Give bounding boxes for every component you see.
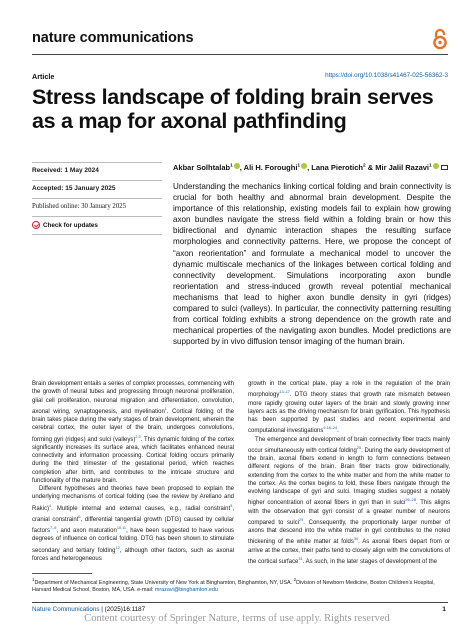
journal-name: nature communications xyxy=(32,30,194,46)
citation-link[interactable]: 29 xyxy=(299,517,304,522)
author-list: Akbar Solhtalab$^1$ , Ali H. Foroughi$^1$ , Lana Pierotich$^2$ & Mir Jalil Razavi$^1$ xyxy=(173,163,448,172)
abstract: Understanding the mechanics linking cortical folding and brain connectivity is crucial for both healthy and abnormal brain development. Despite the importance of this relationship, existing models fail to explain how growing axon bundles navigate the stress field within a folding brain or how this bidirectional and dynamic interaction shapes the resulting surface morphologies and connectivity patterns. Here, we propose the concept of “axon reorientation” and formulate a mechanical model to uncover the dynamic multiscale mechanics of the linkages between cortical folding and connectivity development. Simulations incorporating axon bundle reorientation and stress-induced growth reveal potential mechanical mechanisms that lead to higher axon bundle density in gyri (ridges) compared to sulci (valleys). In particular, the connectivity patterning resulting from cortical folding exhibits a strong dependence on the growth rate and mechanical properties of the navigating axon bundles. Model predictions are supported by in vivo diffusion tensor imaging of the human brain. xyxy=(173,182,451,347)
citation-link[interactable]: 12 xyxy=(115,545,120,550)
open-access-icon[interactable] xyxy=(432,28,448,50)
affiliations xyxy=(32,576,450,594)
body-paragraph: The emergence and development of brain connectivity fiber tracts mainly occur simultaneously with cortical folding$^{25}$. During the early development of the brain, axonal fibers extend in length to form connections between different regions of the brain. Brain fiber tracts grow bidirectionally, extending from the cortex to the white matter and from the white matter to the cortex. As the cortex begins to fold, these fibers navigate through the evolving landscape of gyri and sulci. Imaging studies suggest a notably higher concentration of axonal fibers in gyri than in sulci$^{26-28}$. This aligns with the observation that gyri consist of a greater number of neurons compared to sulci$^{29}$. Consequently, the proportionally larger number of axons that descend into the white matter in gyri contributes to the noted thickening of the white matter at folds$^{30}$. As axonal fibers depart from or arrive at the cortex, their paths tend to closely align with the convolutions of the cortical surface$^{31}$. As such, in the later stages of development of the xyxy=(248,436,450,565)
citation-link[interactable]: 30 xyxy=(353,537,359,542)
check-for-updates-button[interactable] xyxy=(32,216,162,235)
published-date: Published online: 30 January 2025 xyxy=(32,198,162,216)
check-updates-icon xyxy=(32,221,40,229)
affiliation-text: Department of Mechanical Engineering, State University of New York at Binghamton, Binghamton, NY, USA. xyxy=(34,579,294,586)
email-label: e-mail: xyxy=(137,587,155,594)
body-paragraph: growth in the cortical plate, play a role in the regulation of the brain morphology$^{13-17}$. DTG theory states that growth rate mismatch between more rapidly growing outer layers of the brain and slowly growing inner layers acts as the driving mechanism for brain gyrification. This hypothesis has been supported by past studies and recent experimental and computational investigations$^{9,18-24}$. xyxy=(248,381,450,435)
mail-icon[interactable] xyxy=(441,165,448,170)
citation-link[interactable]: 31 xyxy=(298,556,303,561)
paper-title: Stress landscape of folding brain serves as a map for axonal pathfinding xyxy=(32,85,434,133)
citation-link[interactable]: 4 xyxy=(49,503,52,508)
article-type: Article xyxy=(32,72,55,81)
courtesy-watermark: Content courtesy of Springer Nature, terms of use apply. Rights reserved xyxy=(84,613,390,624)
author-name[interactable]: Mir Jalil Razavi xyxy=(375,163,430,172)
citation-link[interactable]: 26–28 xyxy=(405,498,416,503)
body-paragraph: Brain development entails a series of complex processes, commencing with the growth of neural tubes and progressing through neuronal proliferation, glial cell proliferation, neuronal migration and differentiation, convolution, axonal wiring, synaptogenesis, and myelination$^1$. Cortical folding of the brain takes place during the early stages of brain development, wherein the cerebral cortex, the outer layer of the brain, undergoes convolutions, forming gyri (ridges) and sulci (valleys)$^{2,3}$. This dynamic folding of the cortex significantly increases its surface area, which facilitates enhanced neural connectivity and information processing. Cortical folding occurs primarily during the third trimester of the gestational period, which reaches completion after birth, and contributes to the intricate structure and functionality of the mature brain. xyxy=(32,381,234,484)
footer-volume: | (2025)16:1187 xyxy=(99,606,146,613)
received-date: Received: 1 May 2024 xyxy=(32,162,162,180)
author-name[interactable]: Ali H. Foroughi xyxy=(243,163,298,172)
page-number: 1 xyxy=(442,606,446,613)
header-divider xyxy=(32,54,448,55)
orcid-icon[interactable] xyxy=(234,163,240,169)
author-separator: & xyxy=(367,163,374,172)
affiliation-text: Division of Newborn Medicine, Boston Children’s Hospital, Harvard Medical School, Boston, MA, USA. xyxy=(32,579,435,594)
email-link[interactable]: mrazavi@binghamton.edu xyxy=(154,587,218,594)
body-paragraph: Different hypotheses and theories have been proposed to explain the underlying mechanisms of cortical folding (see the review by Arellano and Rakic)$^4$. Multiple internal and external causes, e.g., radial constraint$^5$, cranial constraint$^6$, differential tangential growth (DTG) caused by cellular factors$^{7-9}$, and axon maturation$^{10,11}$, have been suggested to have various degrees of influence on cortical folding. DTG has been shown to stimulate secondary and tertiary folding$^{12}$, although other factors, such as axonal forces and heterogeneous xyxy=(32,486,235,562)
footer-divider xyxy=(32,602,448,603)
author-name[interactable]: Akbar Solhtalab xyxy=(173,163,231,172)
citation-link[interactable]: 7–9 xyxy=(50,526,57,530)
footer-journal-link[interactable]: Nature Communications xyxy=(32,606,100,613)
affiliation-marker: 1 xyxy=(32,577,35,582)
affiliation-marker: 1 xyxy=(429,163,432,169)
orcid-icon[interactable] xyxy=(301,163,307,169)
author-name[interactable]: Lana Pierotich xyxy=(311,163,363,172)
affiliation-marker: 2 xyxy=(362,163,366,169)
citation-link[interactable]: 13–17 xyxy=(279,390,290,395)
citation-link[interactable]: 25 xyxy=(356,445,362,450)
citation-link[interactable]: 6 xyxy=(78,514,81,519)
affiliation-marker: 1 xyxy=(297,163,301,169)
article-dates xyxy=(32,162,162,235)
body-column-right xyxy=(248,380,450,566)
orcid-icon[interactable] xyxy=(433,163,439,169)
citation-link[interactable]: 5 xyxy=(230,503,233,508)
affiliation-marker: 1 xyxy=(230,163,233,169)
citation-link[interactable]: 1 xyxy=(164,406,167,411)
citation-link[interactable]: 10,11 xyxy=(116,526,127,530)
footer-citation xyxy=(32,606,145,613)
doi-link[interactable]: https://doi.org/10.1038/s41467-025-56362-3 xyxy=(325,72,448,79)
citation-link[interactable]: 2,3 xyxy=(135,434,141,439)
accepted-date: Accepted: 15 January 2025 xyxy=(32,180,162,198)
citation-link[interactable]: 9,18–24 xyxy=(323,426,338,431)
body-column-left xyxy=(32,380,234,563)
affiliation-marker: 2 xyxy=(293,577,297,582)
affiliation-divider xyxy=(32,573,92,574)
check-updates-label: Check for updates xyxy=(43,221,98,229)
